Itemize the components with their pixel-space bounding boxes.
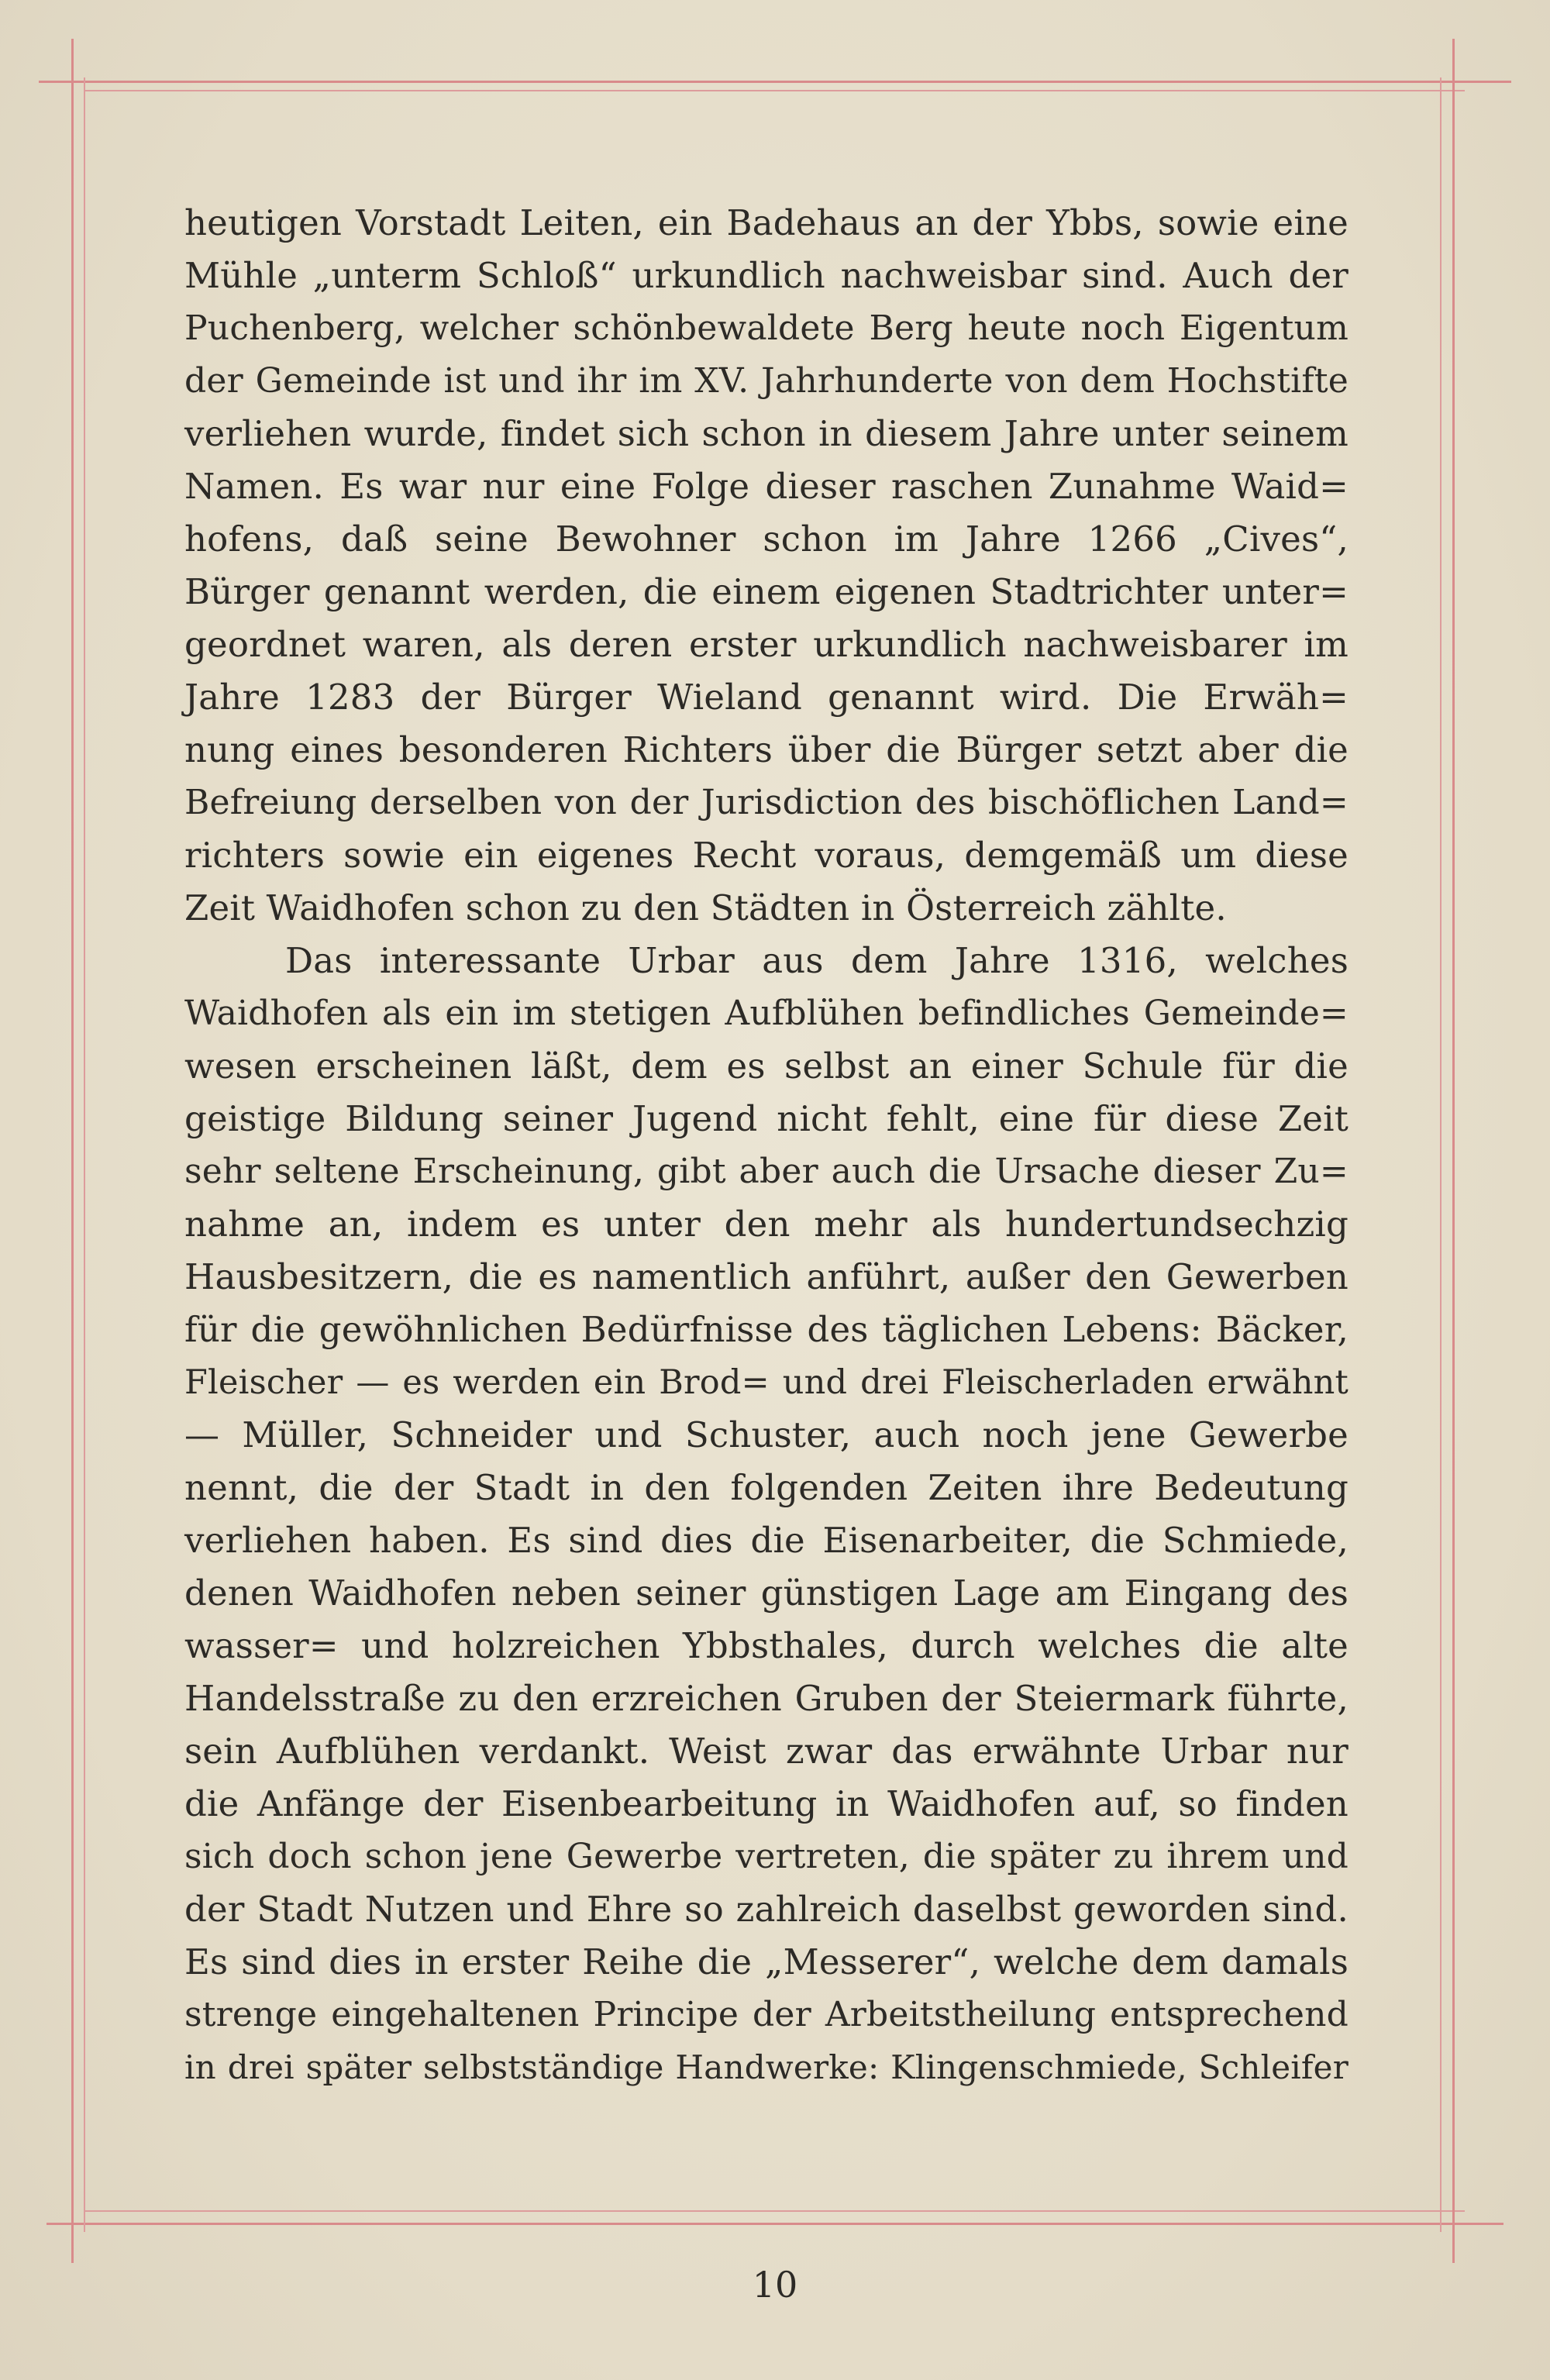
text-line: der Stadt Nutzen und Ehre so zahlreich daselbst geworden sind. [184,1889,1348,1930]
text-line: in drei später selbstständige Handwerke: Klingenschmiede, Schleifer [184,2048,1348,2086]
text-line: nahme an, indem es unter den mehr als hundertundsechzig [184,1204,1348,1245]
text-line: denen Waidhofen neben seiner günstigen Lage am Eingang des [184,1572,1348,1614]
text-line: heutigen Vorstadt Leiten, ein Badehaus an der Ybbs, sowie eine [184,202,1348,243]
text-line: Waidhofen als ein im stetigen Aufblühen befindliches Gemeinde= [184,994,1348,1033]
body-text [184,197,1348,2119]
text-line: Handelsstraße zu den erzreichen Gruben der Steiermark führte, [184,1678,1348,1719]
text-line: Fleischer — es werden ein Brod= und drei Fleischerladen erwähnt [184,1363,1348,1402]
text-line: Es sind dies in erster Reihe die „Messerer“, welche dem damals [184,1941,1348,1982]
frame-top-rule-inner [85,90,1465,91]
text-line: der Gemeinde ist und ihr im XV. Jahrhunderte von dem Hochstifte [184,361,1348,401]
frame-bottom-rule [46,2223,1504,2225]
page-number: 10 [752,2264,798,2306]
text-line: Jahre 1283 der Bürger Wieland genannt wird. Die Erwäh= [184,677,1348,718]
text-line: Namen. Es war nur eine Folge dieser raschen Zunahme Waid= [184,466,1348,507]
frame-left-rule-inner [84,77,85,2232]
text-line: geistige Bildung seiner Jugend nicht fehlt, eine für diese Zeit [184,1098,1348,1139]
text-line: Mühle „unterm Schloß“ urkundlich nachweisbar sind. Auch der [184,255,1348,296]
frame-bottom-rule-inner [85,2210,1465,2212]
text-line: — Müller, Schneider und Schuster, auch noch jene Gewerbe [184,1414,1348,1455]
frame-right-rule-inner [1440,77,1442,2232]
text-line: verliehen haben. Es sind dies die Eisenarbeiter, die Schmiede, [184,1520,1348,1561]
text-line: Befreiung derselben von der Jurisdiction des bischöflichen Land= [184,783,1348,822]
frame-left-rule [71,39,74,2263]
text-line: sein Aufblühen verdankt. Weist zwar das erwähnte Urbar nur [184,1731,1348,1772]
text-line: sehr seltene Erscheinung, gibt aber auch die Ursache dieser Zu= [184,1152,1348,1191]
text-line: wasser= und holzreichen Ybbsthales, durch welches die alte [184,1625,1348,1666]
text-line: die Anfänge der Eisenbearbeitung in Waidhofen auf, so finden [184,1783,1348,1824]
paragraph-end-line: Zeit Waidhofen schon zu den Städten in Österreich zählte. [184,887,1227,928]
text-line: Bürger genannt werden, die einem eigenen Stadtrichter unter= [184,571,1348,612]
text-line: hofens, daß seine Bewohner schon im Jahre 1266 „Cives“, [184,518,1348,560]
text-line: wesen erscheinen läßt, dem es selbst an einer Schule für die [184,1045,1348,1087]
text-line: verliehen wurde, findet sich schon in diesem Jahre unter seinem [184,413,1348,454]
frame-right-rule [1452,39,1455,2263]
text-line: sich doch schon jene Gewerbe vertreten, die später zu ihrem und [184,1837,1348,1876]
text-line: für die gewöhnlichen Bedürfnisse des täglichen Lebens: Bäcker, [184,1309,1348,1350]
text-line: Puchenberg, welcher schönbewaldete Berg heute noch Eigentum [184,308,1348,348]
text-line: Hausbesitzern, die es namentlich anführt, außer den Gewerben [184,1256,1348,1297]
text-line: strenge eingehaltenen Principe der Arbeitstheilung entsprechend [184,1995,1348,2034]
frame-top-rule [39,81,1511,83]
text-line: nennt, die der Stadt in den folgenden Zeiten ihre Bedeutung [184,1467,1348,1508]
text-line: geordnet waren, als deren erster urkundlich nachweisbarer im [184,624,1348,665]
text-line: richters sowie ein eigenes Recht voraus, demgemäß um diese [184,835,1348,876]
paragraph-start-line: Das interessante Urbar aus dem Jahre 1316, welches [285,940,1348,981]
text-line: nung eines besonderen Richters über die Bürger setzt aber die [184,729,1348,770]
